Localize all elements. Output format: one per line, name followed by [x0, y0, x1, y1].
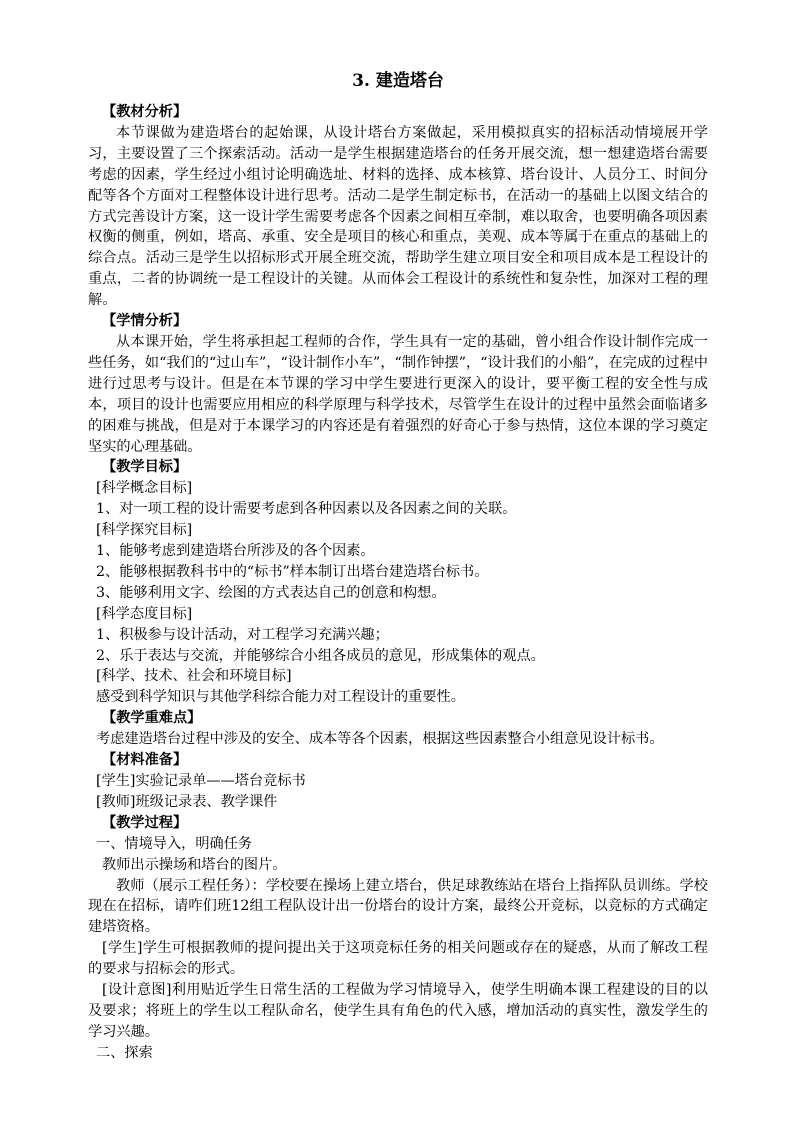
subheading-concept-goals: [科学概念目标]	[96, 480, 193, 497]
goal-item: 1、对一项工程的设计需要考虑到各种因素以及各因素之间的关联。	[96, 501, 517, 518]
heading-key-points: 【教学重难点】	[102, 710, 202, 727]
paragraph-key-points: 考虑建造塔台过程中涉及的安全、成本等各个因素，根据这些因素整合小组意见设计标书。	[96, 731, 664, 748]
process-paragraph: 教师（展示工程任务）：学校要在操场上建立塔台，供足球教练站在塔台上指挥队员训练。学校现在在招标，请咋们班12组工程队设计出一份塔台的设计方案，最终公开竞标，以竞标的方式确定建塔资格。	[88, 877, 708, 936]
document-page	[88, 68, 708, 1064]
materials-item-students: [学生]实验记录单——塔台竞标书	[96, 773, 306, 789]
paragraph-student-analysis: 从本课开始，学生将承担起工程师的合作，学生具有一定的基础，曾小组合作设计制作完成一些任务，如“我们的“过山车”，“设计制作小车”，“制作钟摆”，“设计我们的小船”，在完成的过程中进行过思考与设计。但是在本节课的学习中学生要进行更深入的设计，要平衡工程的安全性与成本，项目的设计也需要应用相应的科学原理与科学技术，尽管学生在设计的过程中虽然会面临诸多的困难与挑战，但是对于本课学习的内容还是有着强烈的好奇心于参与热情，这位本课的学习奠定坚实的心理基础。	[88, 333, 708, 455]
heading-textbook-analysis: 【教材分析】	[102, 104, 188, 120]
heading-teaching-goals: 【教学目标】	[102, 459, 188, 476]
goal-item: 1、积极参与设计活动，对工程学习充满兴趣；	[96, 626, 389, 643]
process-paragraph: [设计意图]利用贴近学生日常生活的工程做为学习情境导入，使学生明确本课工程建设的目的以及要求；将班上的学生以工程队命名，使学生具有角色的代入感，增加活动的真实性，激发学生的学习兴趣。	[88, 982, 708, 1040]
heading-student-analysis: 【学情分析】	[102, 313, 188, 330]
subheading-attitude-goals: [科学态度目标]	[96, 605, 193, 622]
heading-teaching-process: 【教学过程】	[102, 814, 188, 831]
goal-item: 感受到科学知识与其他学科综合能力对工程设计的重要性。	[96, 689, 465, 706]
goal-item: 2、乐于表达与交流，并能够综合小组各成员的意见，形成集体的观点。	[96, 647, 545, 664]
goal-item: 2、能够根据教科书中的“标书”样本制订出塔台建造塔台标书。	[96, 563, 489, 580]
subheading-inquiry-goals: [科学探究目标]	[96, 522, 193, 539]
materials-item-teacher: [教师]班级记录表、教学课件	[96, 793, 278, 810]
page-title: 3. 建造塔台	[352, 71, 444, 91]
step-heading: 二、探索	[96, 1044, 153, 1061]
process-paragraph: 教师出示操场和塔台的图片。	[102, 856, 287, 873]
goal-item: 1、能够考虑到建造塔台所涉及的各个因素。	[96, 543, 375, 560]
goal-item: 3、能够利用文字、绘图的方式表达自己的创意和构想。	[96, 584, 446, 601]
process-paragraph: [学生]学生可根据教师的提问提出关于这项竞标任务的相关问题或存在的疑惑，从而了解改工程的要求与招标会的形式。	[88, 940, 708, 978]
paragraph-textbook-analysis: 本节课做为建造塔台的起始课，从设计塔台方案做起，采用模拟真实的招标活动情境展开学习，主要设置了三个探索活动。活动一是学生根据建造塔台的任务开展交流，想一想建造塔台需要考虑的因素，学生经过小组讨论明确选址、材料的选择、成本核算、塔台设计、人员分工、时间分配等各个方面对工程整体设计进行思考。活动二是学生制定标书，在活动一的基础上以图文结合的方式完善设计方案，这一设计学生需要考虑各个因素之间相互牵制，难以取舍，也要明确各项因素权衡的侧重，例如，塔高、承重、安全是项目的核心和重点，美观、成本等属于在重点的基础上的综合点。活动三是学生以招标形式开展全班交流，帮助学生建立项目安全和项目成本是工程设计的重点，二者的协调统一是工程设计的关键。从而体会工程设计的系统性和复杂性，加深对工程的理解。	[88, 124, 708, 309]
heading-materials: 【材料准备】	[102, 752, 188, 769]
subheading-stse-goals: [科学、技术、社会和环境目标]	[96, 668, 292, 685]
step-heading: 一、情境导入，明确任务	[96, 835, 253, 852]
